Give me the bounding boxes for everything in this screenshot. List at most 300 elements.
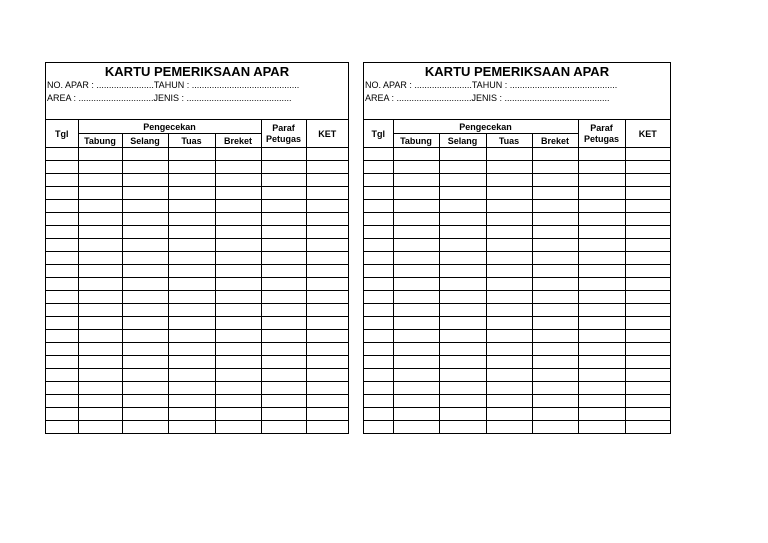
selang-header: Selang [122,134,168,148]
table-cell [578,226,625,239]
table-cell [532,252,578,265]
table-cell [215,317,261,330]
table-cell [215,369,261,382]
table-cell [261,226,306,239]
table-cell [261,200,306,213]
table-cell [578,408,625,421]
table-cell [578,187,625,200]
table-cell [578,239,625,252]
table-cell [578,291,625,304]
table-cell [364,265,393,278]
table-cell [122,252,168,265]
table-cell [439,187,486,200]
table-cell [261,317,306,330]
table-cell [625,408,670,421]
table-row [46,304,348,317]
table-cell [486,200,532,213]
table-cell [625,187,670,200]
table-cell [364,200,393,213]
table-cell [306,278,348,291]
table-cell [625,356,670,369]
table-cell [215,226,261,239]
table-row [46,226,348,239]
table-cell [578,343,625,356]
table-cell [439,252,486,265]
card-title: KARTU PEMERIKSAAN APAR [424,64,610,79]
table-cell [393,174,439,187]
inspection-card-right [363,62,671,434]
table-cell [46,421,78,434]
table-cell [46,330,78,343]
table-cell [306,213,348,226]
table-cell [486,265,532,278]
table-cell [46,382,78,395]
table-cell [625,174,670,187]
paraf-label: Paraf [272,122,295,133]
table-cell [261,395,306,408]
table-cell [439,265,486,278]
table-cell [439,421,486,434]
table-cell [486,239,532,252]
tuas-header: Tuas [486,134,532,148]
card-header [364,63,670,120]
table-cell [578,148,625,161]
table-cell [261,239,306,252]
table-cell [364,291,393,304]
table-row [46,291,348,304]
table-cell [215,200,261,213]
table-cell [122,265,168,278]
table-cell [78,369,122,382]
table-cell [168,356,215,369]
table-cell [46,252,78,265]
table-cell [578,161,625,174]
table-cell [578,200,625,213]
table-cell [364,395,393,408]
table-cell [486,343,532,356]
table-row [46,408,348,421]
table-cell [215,356,261,369]
table-cell [625,252,670,265]
table-cell [122,343,168,356]
table-cell [393,369,439,382]
table-row [364,148,670,161]
table-cell [78,356,122,369]
table-row [364,382,670,395]
table-cell [46,174,78,187]
table-cell [168,161,215,174]
table-cell [261,369,306,382]
table-cell [486,174,532,187]
table-cell [306,343,348,356]
table-cell [486,291,532,304]
table-cell [532,239,578,252]
inspection-table [46,120,348,433]
table-cell [122,382,168,395]
table-cell [625,239,670,252]
table-cell [439,382,486,395]
table-cell [261,161,306,174]
breket-header: Breket [532,134,578,148]
table-cell [46,395,78,408]
table-cell [168,252,215,265]
table-cell [78,278,122,291]
table-cell [261,278,306,291]
table-cell [168,265,215,278]
table-cell [364,213,393,226]
table-cell [364,161,393,174]
table-cell [532,343,578,356]
table-cell [261,408,306,421]
table-cell [625,226,670,239]
table-cell [122,200,168,213]
table-cell [439,304,486,317]
table-cell [306,187,348,200]
table-cell [364,304,393,317]
table-cell [532,421,578,434]
table-cell [78,395,122,408]
table-cell [578,382,625,395]
table-cell [578,278,625,291]
table-cell [215,421,261,434]
table-row [364,174,670,187]
table-cell [46,408,78,421]
table-cell [578,317,625,330]
table-cell [46,161,78,174]
table-cell [578,252,625,265]
table-cell [486,213,532,226]
table-cell [78,304,122,317]
apar-year-line: NO. APAR : .......................TAHUN : ........................................... [47,80,300,90]
table-row [46,174,348,187]
table-cell [393,343,439,356]
table-cell [486,382,532,395]
table-cell [46,148,78,161]
table-cell [168,278,215,291]
table-cell [168,317,215,330]
table-cell [393,317,439,330]
table-cell [364,239,393,252]
table-cell [215,291,261,304]
table-cell [625,330,670,343]
petugas-label: Petugas [584,133,620,144]
table-row [46,148,348,161]
table-cell [122,174,168,187]
inspection-table [364,120,670,433]
pengecekan-header: Pengecekan [78,120,261,134]
table-cell [168,395,215,408]
table-cell [439,330,486,343]
table-cell [486,187,532,200]
table-cell [393,304,439,317]
table-cell [306,356,348,369]
table-cell [215,278,261,291]
table-cell [122,226,168,239]
table-row [46,369,348,382]
table-cell [532,408,578,421]
table-cell [261,356,306,369]
table-cell [393,291,439,304]
table-cell [439,226,486,239]
table-cell [261,343,306,356]
table-cell [122,239,168,252]
table-cell [78,343,122,356]
table-cell [78,408,122,421]
table-row [46,161,348,174]
table-cell [364,343,393,356]
table-cell [46,304,78,317]
table-cell [486,395,532,408]
ket-header: KET [306,120,348,148]
table-cell [393,200,439,213]
table-cell [306,291,348,304]
paraf-label: Paraf [590,122,613,133]
table-cell [215,408,261,421]
table-cell [364,278,393,291]
table-cell [215,174,261,187]
table-row [364,330,670,343]
table-cell [215,213,261,226]
table-cell [215,148,261,161]
table-cell [439,317,486,330]
table-cell [393,382,439,395]
table-cell [46,226,78,239]
table-cell [439,356,486,369]
table-cell [306,200,348,213]
table-cell [122,304,168,317]
table-cell [625,265,670,278]
table-cell [306,252,348,265]
table-cell [532,304,578,317]
inspection-card-left [45,62,349,434]
table-cell [122,395,168,408]
table-cell [393,187,439,200]
table-cell [215,304,261,317]
table-cell [625,278,670,291]
table-cell [46,200,78,213]
table-cell [439,369,486,382]
table-cell [78,291,122,304]
table-cell [261,330,306,343]
table-cell [532,148,578,161]
table-cell [122,369,168,382]
table-cell [168,291,215,304]
table-cell [625,369,670,382]
table-cell [215,239,261,252]
area-type-line: AREA : ..............................JENIS : .......................................... [47,93,292,103]
table-cell [439,278,486,291]
table-cell [168,343,215,356]
table-cell [393,226,439,239]
table-row [364,395,670,408]
table-row [46,382,348,395]
table-row [46,421,348,434]
table-cell [168,148,215,161]
table-cell [486,317,532,330]
table-cell [578,395,625,408]
table-cell [364,330,393,343]
table-cell [625,317,670,330]
table-cell [486,408,532,421]
table-cell [261,304,306,317]
table-cell [439,174,486,187]
table-cell [261,252,306,265]
table-cell [532,382,578,395]
table-cell [78,187,122,200]
table-cell [122,148,168,161]
selang-header: Selang [439,134,486,148]
table-row [364,304,670,317]
table-cell [532,369,578,382]
table-row [46,200,348,213]
table-cell [393,408,439,421]
table-cell [168,226,215,239]
table-cell [393,421,439,434]
table-row [46,395,348,408]
table-cell [532,226,578,239]
table-cell [306,304,348,317]
table-cell [168,421,215,434]
table-cell [532,317,578,330]
table-cell [364,356,393,369]
table-cell [78,317,122,330]
table-cell [439,200,486,213]
table-cell [78,265,122,278]
table-cell [439,343,486,356]
table-cell [486,356,532,369]
table-row [46,343,348,356]
table-cell [306,408,348,421]
table-cell [486,252,532,265]
table-cell [215,161,261,174]
table-cell [393,213,439,226]
apar-year-line: NO. APAR : .......................TAHUN : ........................................... [365,80,618,90]
table-cell [78,330,122,343]
table-cell [78,148,122,161]
table-cell [625,200,670,213]
table-cell [261,421,306,434]
table-cell [486,161,532,174]
table-row [364,187,670,200]
table-cell [364,421,393,434]
table-cell [122,187,168,200]
table-row [46,330,348,343]
tgl-header: Tgl [46,120,78,148]
table-cell [364,148,393,161]
table-body [46,148,348,434]
table-cell [532,200,578,213]
table-cell [215,382,261,395]
table-cell [261,213,306,226]
table-cell [78,252,122,265]
table-cell [625,395,670,408]
table-cell [625,304,670,317]
table-cell [306,382,348,395]
table-cell [168,408,215,421]
table-cell [625,382,670,395]
table-cell [532,213,578,226]
table-cell [625,291,670,304]
table-row [46,265,348,278]
table-cell [122,291,168,304]
table-cell [393,265,439,278]
table-cell [439,239,486,252]
table-cell [122,330,168,343]
table-cell [439,161,486,174]
table-row [46,317,348,330]
table-cell [393,252,439,265]
table-cell [486,369,532,382]
table-cell [439,148,486,161]
breket-header: Breket [215,134,261,148]
table-cell [364,317,393,330]
table-cell [306,330,348,343]
table-cell [46,187,78,200]
table-cell [168,239,215,252]
table-row [46,278,348,291]
table-cell [306,369,348,382]
table-row [46,213,348,226]
table-cell [578,304,625,317]
table-cell [532,265,578,278]
table-cell [122,278,168,291]
table-cell [168,382,215,395]
table-row [364,252,670,265]
tgl-header: Tgl [364,120,393,148]
table-cell [532,187,578,200]
table-cell [364,408,393,421]
table-cell [78,161,122,174]
table-cell [578,369,625,382]
table-cell [306,265,348,278]
table-cell [306,174,348,187]
table-cell [168,330,215,343]
table-cell [364,382,393,395]
table-cell [168,187,215,200]
table-cell [78,200,122,213]
table-cell [215,343,261,356]
card-title: KARTU PEMERIKSAAN APAR [104,64,290,79]
table-cell [46,291,78,304]
table-row [364,421,670,434]
petugas-label: Petugas [266,133,302,144]
table-cell [46,278,78,291]
table-cell [364,226,393,239]
table-cell [578,421,625,434]
table-cell [486,148,532,161]
table-row [364,239,670,252]
table-cell [364,187,393,200]
table-cell [625,161,670,174]
table-cell [168,213,215,226]
table-cell [393,330,439,343]
table-row [364,200,670,213]
card-header [46,63,348,120]
table-cell [532,278,578,291]
paraf-petugas-header [261,120,306,148]
table-cell [261,148,306,161]
table-row [46,239,348,252]
table-cell [393,148,439,161]
table-cell [46,356,78,369]
table-row [46,187,348,200]
table-cell [215,252,261,265]
table-cell [78,174,122,187]
table-row [364,317,670,330]
table-cell [439,291,486,304]
table-cell [364,369,393,382]
table-cell [122,356,168,369]
